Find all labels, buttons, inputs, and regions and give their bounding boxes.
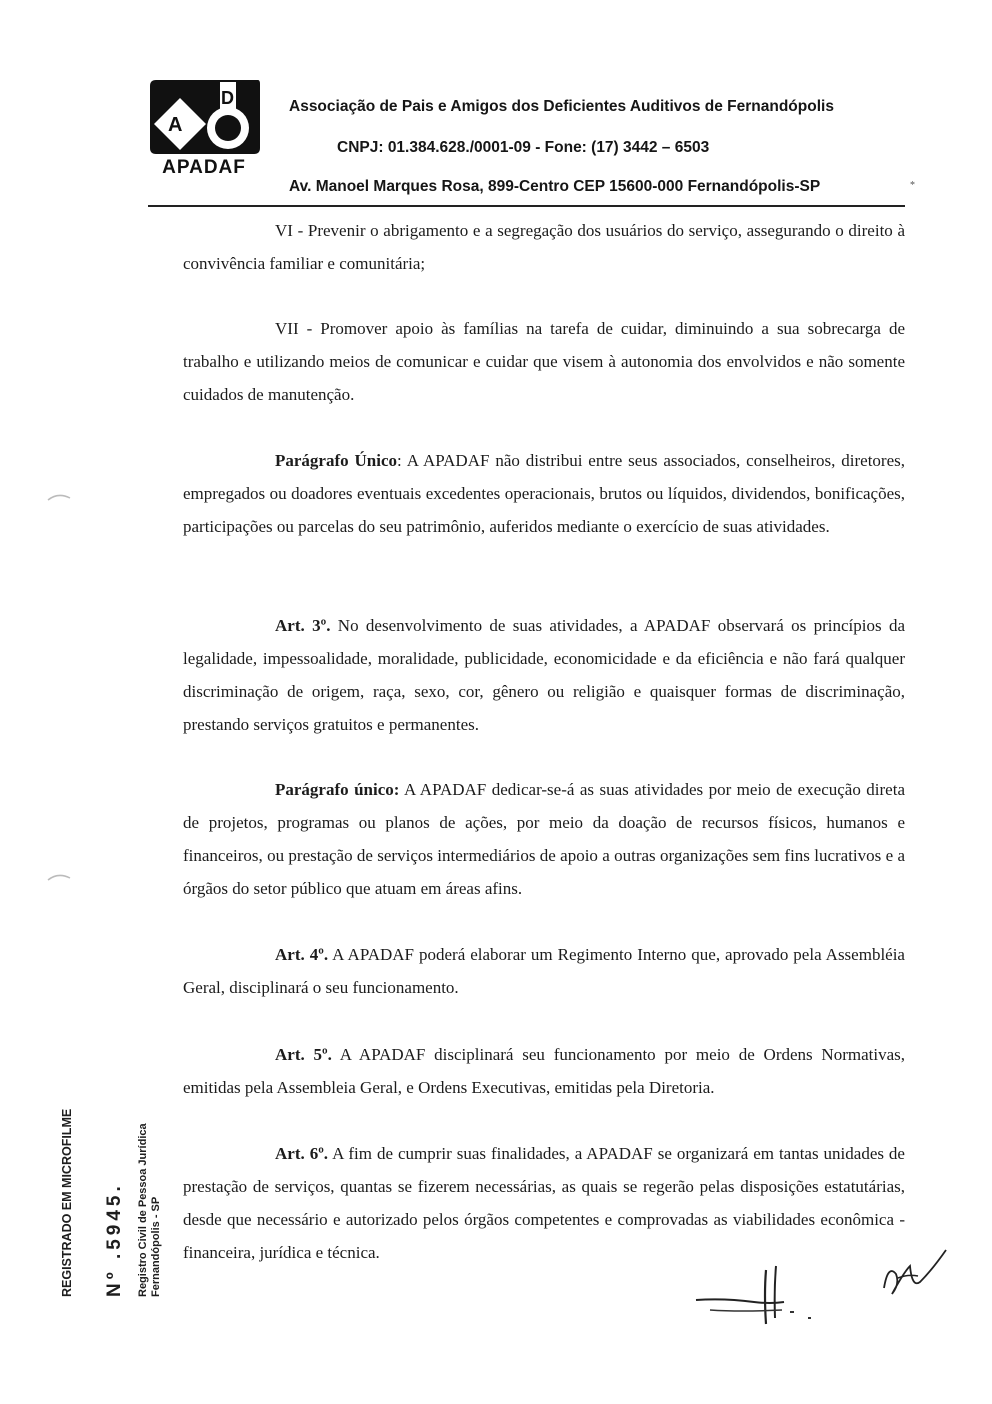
article-5-text: A APADAF disciplinará seu funcionamento por meio de Ordens Normativas, emitidas pela Assembleia Geral, e Ordens Executivas, emitidas pela Diretoria. — [183, 1045, 905, 1097]
article-5 — [183, 1038, 905, 1104]
header-mark: * — [910, 180, 915, 191]
microfilm-number: Nº .5945. — [104, 1182, 125, 1297]
article-3-text: No desenvolvimento de suas atividades, a APADAF observará os princípios da legalidade, impessoalidade, moralidade, publicidade, economicidade e da eficiência e não fará qualquer discriminação de origem, raça, sexo, cor, gênero ou religião e quaisquer formas de discriminação, prestando serviços gratuitos e permanentes. — [183, 616, 905, 734]
article-3 — [183, 609, 905, 741]
svg-text:D: D — [221, 88, 234, 108]
paragrafo-unico-2-text: A APADAF dedicar-se-á as suas atividades por meio de execução direta de projetos, programas ou planos de ações, por meio da doação de recursos físicos, humanos e financeiros, ou prestação de serviços intermediários de apoio a outras organizações sem fins lucrativos e a órgãos do setor público que atuam em áreas afins. — [183, 780, 905, 898]
article-5-label: Art. 5º. — [275, 1045, 332, 1064]
logo-wordmark: APADAF — [162, 157, 246, 178]
header-divider — [148, 205, 905, 207]
apadaf-logo — [146, 78, 262, 176]
item-vi — [183, 214, 905, 280]
article-4-text: A APADAF poderá elaborar um Regimento Interno que, aprovado pela Assembléia Geral, disciplinará o seu funcionamento. — [183, 945, 905, 997]
article-3-label: Art. 3º. — [275, 616, 331, 635]
article-6-label: Art. 6º. — [275, 1144, 329, 1163]
handwritten-signature-1 — [690, 1258, 830, 1328]
logo-emblem-icon — [146, 78, 262, 158]
paragrafo-unico-1 — [183, 444, 905, 543]
paragrafo-unico-2 — [183, 773, 905, 905]
registry-office-line-1: Registro Civil de Pessoa Jurídica — [137, 1123, 149, 1297]
cnpj-phone-line: CNPJ: 01.384.628./0001-09 - Fone: (17) 3442 – 6503 — [337, 139, 710, 156]
article-4-label: Art. 4º. — [275, 945, 329, 964]
paragrafo-unico-2-label: Parágrafo único: — [275, 780, 400, 799]
paragrafo-unico-1-label: Parágrafo Único — [275, 451, 398, 470]
svg-text:A: A — [168, 114, 183, 136]
scan-mark-icon — [44, 488, 74, 508]
article-6 — [183, 1137, 905, 1269]
article-6-text: A fim de cumprir suas finalidades, a APADAF se organizará em tantas unidades de prestação de serviços, quantas se fizerem necessárias, as quais se regerão pelas disposições estatutárias, desde que necessário e autorizado pelos órgãos competentes e comprovadas as viabilidades econômica - financeira, jurídica e técnica. — [183, 1144, 905, 1262]
address-line: Av. Manoel Marques Rosa, 899-Centro CEP 15600-000 Fernandópolis-SP — [289, 178, 821, 195]
registry-office-line-2: Fernandópolis - SP — [150, 1196, 162, 1297]
article-4 — [183, 938, 905, 1004]
item-vii — [183, 312, 905, 411]
handwritten-initials — [874, 1244, 954, 1304]
scan-mark-icon — [44, 868, 74, 888]
item-vi-text: VI - Prevenir o abrigamento e a segregação dos usuários do serviço, assegurando o direito à convivência familiar e comunitária; — [183, 221, 905, 273]
paragrafo-unico-1-text: : A APADAF não distribui entre seus associados, conselheiros, diretores, empregados ou doadores eventuais excedentes operacionais, brutos ou líquidos, dividendos, bonificações, participações ou parcelas do seu patrimônio, auferidos mediante o exercício de suas atividades. — [183, 451, 906, 536]
organization-name: Associação de Pais e Amigos dos Deficientes Auditivos de Fernandópolis — [289, 98, 834, 115]
microfilm-registered-stamp: REGISTRADO EM MICROFILME — [60, 1108, 74, 1297]
item-vii-text: VII - Promover apoio às famílias na tarefa de cuidar, diminuindo a sua sobrecarga de trabalho e utilizando meios de comunicar e cuidar que visem à autonomia dos envolvidos e não somente cuidados de manutenção. — [183, 319, 905, 404]
